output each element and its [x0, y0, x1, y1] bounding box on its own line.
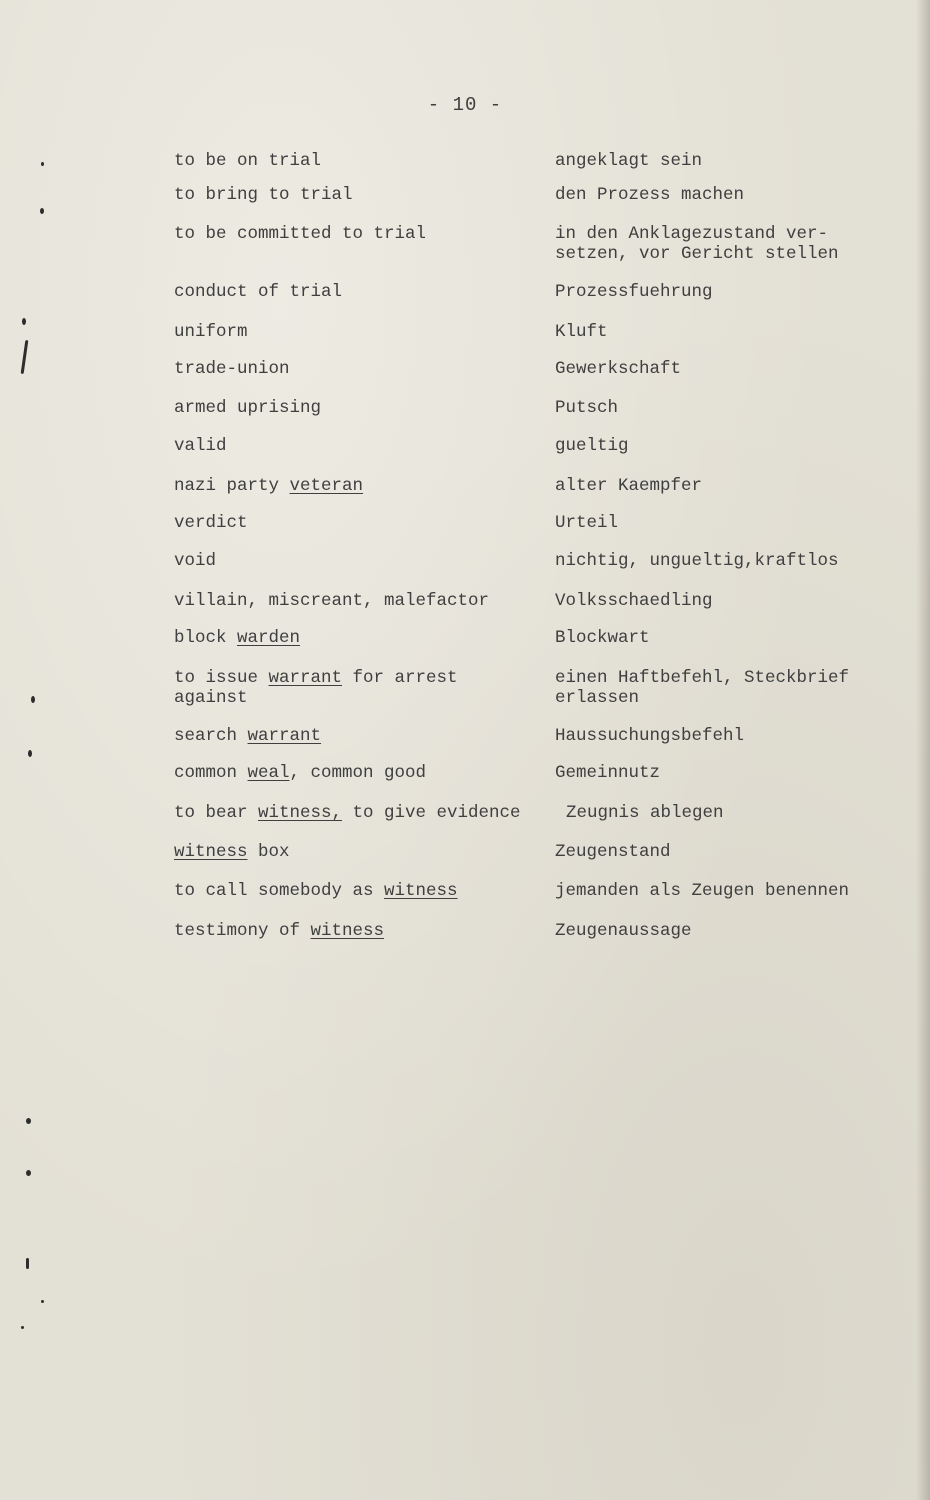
- underlined-keyword: witness: [384, 881, 458, 901]
- english-term: common weal, common good: [174, 763, 427, 783]
- margin-mark: [26, 1118, 31, 1124]
- margin-mark: [41, 1300, 44, 1303]
- german-translation: Blockwart: [555, 628, 650, 648]
- german-translation: Prozessfuehrung: [555, 282, 713, 302]
- margin-mark: [41, 162, 44, 166]
- english-term: nazi party veteran: [174, 476, 364, 496]
- underlined-keyword: witness: [310, 921, 385, 941]
- margin-mark: [40, 208, 44, 214]
- english-term: to bear witness, to give evidence: [174, 803, 521, 823]
- english-term: verdict: [174, 513, 248, 533]
- german-translation: den Prozess machen: [555, 185, 745, 205]
- margin-mark: [21, 340, 29, 374]
- german-translation: Zeugenaussage: [555, 921, 692, 941]
- english-term: villain, miscreant, malefactor: [174, 591, 490, 611]
- english-term: void: [174, 551, 217, 571]
- margin-mark: [26, 1258, 29, 1269]
- german-translation: angeklagt sein: [555, 151, 703, 171]
- english-term: block warden: [174, 628, 301, 648]
- german-translation: Putsch: [555, 398, 619, 418]
- german-translation: Zeugnis ablegen: [566, 803, 724, 823]
- english-term: armed uprising: [174, 398, 322, 418]
- english-term: conduct of trial: [174, 282, 343, 302]
- english-term: to issue warrant for arrest against: [174, 668, 458, 708]
- english-term: to call somebody as witness: [174, 881, 458, 901]
- german-translation: in den Anklagezustand ver- setzen, vor Gericht stellen: [555, 224, 839, 264]
- margin-mark: [21, 1326, 24, 1329]
- german-translation: jemanden als Zeugen benennen: [555, 881, 850, 901]
- underlined-keyword: witness,: [258, 803, 343, 823]
- underlined-keyword: warrant: [268, 668, 343, 688]
- german-translation: Gewerkschaft: [555, 359, 682, 379]
- german-translation: nichtig, ungueltig,kraftlos: [555, 551, 839, 571]
- german-translation: Haussuchungsbefehl: [555, 726, 745, 746]
- english-term: testimony of witness: [174, 921, 385, 941]
- english-term: to bring to trial: [174, 185, 353, 205]
- german-translation: einen Haftbefehl, Steckbrief erlassen: [555, 668, 850, 708]
- english-term: uniform: [174, 322, 248, 342]
- german-translation: Gemeinnutz: [555, 763, 661, 783]
- english-term: to be on trial: [174, 151, 322, 171]
- underlined-keyword: warrant: [247, 726, 322, 746]
- underlined-keyword: warden: [237, 628, 301, 648]
- underlined-keyword: weal: [247, 763, 290, 783]
- english-term: search warrant: [174, 726, 322, 746]
- margin-mark: [26, 1170, 31, 1176]
- underlined-keyword: witness: [174, 842, 248, 862]
- german-translation: Zeugenstand: [555, 842, 671, 862]
- german-translation: Urteil: [555, 513, 619, 533]
- english-term: to be committed to trial: [174, 224, 427, 244]
- page-number: - 10 -: [427, 94, 503, 116]
- english-term: witness box: [174, 842, 290, 862]
- margin-mark: [31, 696, 35, 703]
- german-translation: gueltig: [555, 436, 629, 456]
- underlined-keyword: veteran: [289, 476, 364, 496]
- german-translation: Volksschaedling: [555, 591, 713, 611]
- margin-mark: [28, 750, 32, 757]
- german-translation: alter Kaempfer: [555, 476, 703, 496]
- german-translation: Kluft: [555, 322, 608, 342]
- english-term: valid: [174, 436, 227, 456]
- margin-mark: [22, 318, 26, 325]
- english-term: trade-union: [174, 359, 290, 379]
- page-edge-shadow: [916, 0, 930, 1500]
